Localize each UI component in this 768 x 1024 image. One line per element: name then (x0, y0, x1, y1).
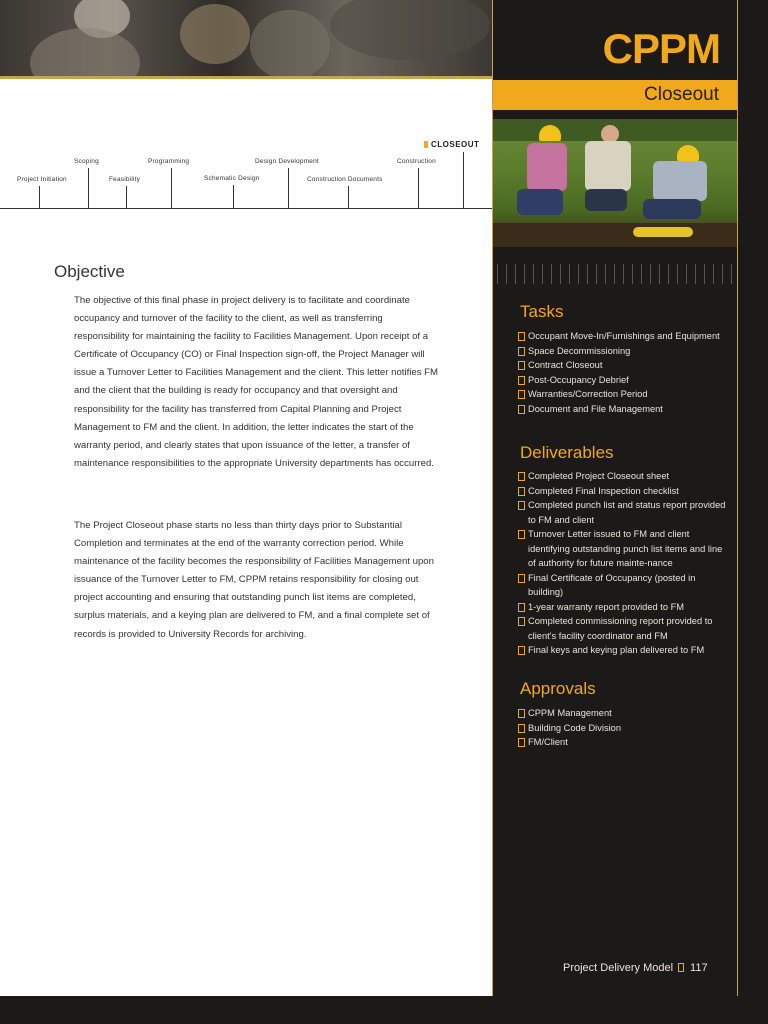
approvals-heading: Approvals (520, 679, 596, 698)
list-item: Space Decommissioning (517, 344, 731, 359)
list-item: Warranties/Correction Period (517, 387, 731, 402)
timeline-phase-label: Schematic Design (204, 175, 260, 182)
list-item: Post-Occupancy Debrief (517, 373, 731, 388)
list-item: CPPM Management (517, 706, 731, 721)
page-number: 117 (690, 962, 708, 974)
list-item: Contract Closeout (517, 358, 731, 373)
timeline-tick (288, 168, 289, 208)
objective-paragraph: The objective of this final phase in project delivery is to facilitate and coordinate occupancy and turnover of the facility to the client, as well as transferring responsibility for maintaining the facility to Facilities Management. Upon receipt of a Certificate of Occupancy (CO) or Final Inspection sign-off, the Project Manager will issue a Turnover Letter to Facilities Management and the client. This letter notifies FM and the client that the building is ready for occupancy and that oversight and responsibility for the facility has transferred from Capital Planning and Project Management to FM and the client. In addition, the letter indicates the start of the warranty period, and clearly states that upon issuance of the letter, a transfer of maintenance responsibilities to the appropriate University departments has occurred. (74, 295, 439, 469)
page-footer (563, 962, 708, 974)
deliverables-list (517, 469, 731, 658)
timeline-tick (418, 168, 419, 208)
timeline-tick (233, 185, 234, 208)
list-item: Completed punch list and status report provided to FM and client (517, 498, 731, 527)
timeline-tick (463, 152, 464, 208)
timeline-phase-label: Project Initiation (17, 176, 67, 183)
timeline-phase-label: Feasibility (109, 176, 141, 183)
phase-timeline (0, 138, 492, 212)
sidebar-rule (737, 0, 738, 996)
list-item: Final keys and keying plan delivered to FM (517, 643, 731, 658)
objective-heading: Objective (54, 262, 125, 281)
timeline-phase-label: Construction Documents (307, 176, 383, 183)
timeline-phase-label: Design Development (255, 158, 319, 165)
timeline-tick (348, 186, 349, 208)
brand-title: CPPM (602, 25, 720, 72)
current-phase-label: CLOSEOUT (424, 140, 479, 149)
list-item: Document and File Management (517, 402, 731, 417)
list-item: Completed commissioning report provided to client's facility coordinator and FM (517, 614, 731, 643)
timeline-tick (171, 168, 172, 208)
timeline-phase-label: Scoping (74, 158, 99, 165)
objective-paragraph: The Project Closeout phase starts no less than thirty days prior to Substantial Completion and terminates at the end of the warranty correction period. While maintenance of the facility becomes the responsibility of Facilities Management upon issuance of the Turnover Letter to FM, CPPM retains responsibility for closing out project accounting and ensuring that outstanding punch list items are completed, surplus materials, and a keying plan are delivered to FM, and a final complete set of records is provided to University Records for archiving. (74, 520, 434, 640)
footer-title: Project Delivery Model (563, 962, 674, 974)
tasks-list (517, 329, 731, 416)
approvals-list (517, 706, 731, 750)
list-item: Turnover Letter issued to FM and client identifying outstanding punch list items and line of authority for future mainte-nance (517, 527, 731, 571)
list-item: Occupant Move-In/Furnishings and Equipment (517, 329, 731, 344)
list-item: Completed Final Inspection checklist (517, 484, 731, 499)
phase-banner (493, 80, 737, 110)
footer-square-icon (678, 963, 684, 972)
timeline-tick (88, 168, 89, 208)
current-phase-marker-icon (424, 141, 428, 148)
list-item: Final Certificate of Occupancy (posted in building) (517, 571, 731, 600)
list-item: 1-year warranty report provided to FM (517, 600, 731, 615)
phase-banner-label: Closeout (644, 84, 719, 105)
deliverables-heading: Deliverables (520, 443, 614, 462)
list-item: Building Code Division (517, 721, 731, 736)
bottom-band (0, 996, 768, 1024)
timeline-baseline (0, 208, 492, 209)
header-photo (0, 0, 492, 76)
list-item: FM/Client (517, 735, 731, 750)
timeline-phase-label: Programming (148, 158, 190, 165)
timeline-tick (39, 186, 40, 208)
timeline-tick (126, 186, 127, 208)
timeline-phase-label: Construction (397, 158, 436, 165)
tasks-heading: Tasks (520, 302, 564, 321)
workers-photo (493, 119, 737, 247)
list-item: Completed Project Closeout sheet (517, 469, 731, 484)
decorative-tick-strip (497, 264, 735, 284)
header-rule (0, 76, 492, 79)
